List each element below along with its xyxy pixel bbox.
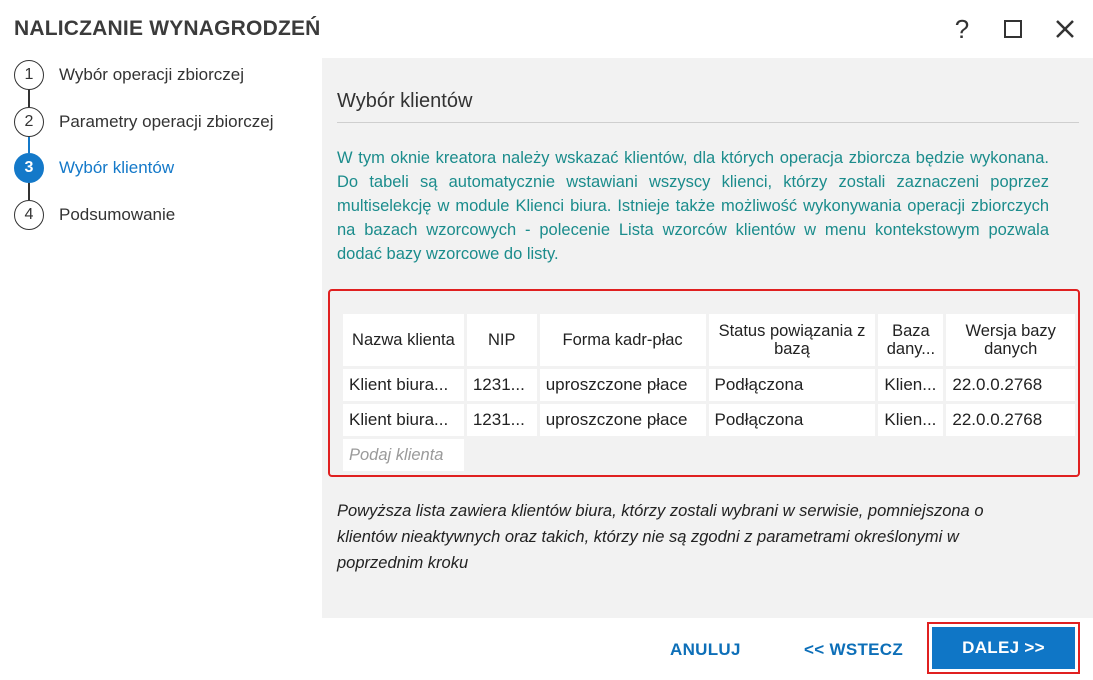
maximize-icon	[1004, 20, 1022, 38]
close-icon	[1055, 19, 1075, 39]
step-number: 2	[14, 107, 44, 137]
info-text: W tym oknie kreatora należy wskazać klientów, dla których operacja zbiorcza będzie wykonana. Do tabeli są automatycznie wstawiani wszyscy klienci, którzy zostali zaznaczeni poprzez multiselekcję w module Klienci biura. Istnieje także możliwość wykonywania operacji zbiorczych na bazach wzorcowych - polecenie Lista wzorców klientów w menu kontekstowym pozwala dodać bazy wzorcowe do listy.	[337, 149, 1049, 263]
cell-forma-kadr-plac[interactable]: uproszczone płace	[540, 404, 706, 436]
step-label: Parametry operacji zbiorczej	[59, 112, 274, 131]
cell-wersja-bazy[interactable]: 22.0.0.2768	[946, 404, 1075, 436]
step-2[interactable]	[14, 107, 273, 137]
table-row[interactable]	[343, 369, 1075, 401]
back-button[interactable]: << WSTECZ	[804, 640, 904, 659]
next-button-highlight	[927, 622, 1080, 674]
maximize-button[interactable]	[996, 12, 1030, 46]
step-number: 3	[14, 153, 44, 183]
window-title: NALICZANIE WYNAGRODZEŃ	[14, 17, 321, 40]
add-client-input[interactable]: Podaj klienta	[343, 439, 464, 471]
cell-status[interactable]: Podłączona	[709, 404, 876, 436]
step-1[interactable]	[14, 60, 244, 90]
cell-baza-danych[interactable]: Klien...	[878, 369, 943, 401]
step-number: 4	[14, 200, 44, 230]
column-header-nazwa-klienta[interactable]: Nazwa klienta	[343, 314, 464, 366]
step-connector	[28, 135, 30, 153]
next-button[interactable]: DALEJ >>	[932, 627, 1075, 669]
column-header-nip[interactable]: NIP	[467, 314, 537, 366]
note-text: Powyższa lista zawiera klientów biura, którzy zostali wybrani w serwisie, pomniejszona o klientów nieaktywnych oraz takich, którzy nie są zgodni z parametrami określonymi w poprzednim kroku	[337, 502, 984, 572]
wizard-steps	[0, 58, 322, 680]
cancel-button[interactable]: ANULUJ	[670, 640, 741, 659]
main-content	[322, 58, 1093, 618]
step-connector	[28, 88, 30, 107]
section-divider	[337, 122, 1079, 123]
column-header-wersja-bazy[interactable]: Wersja bazy danych	[946, 314, 1075, 366]
step-label: Wybór klientów	[59, 158, 175, 177]
cell-status[interactable]: Podłączona	[709, 369, 876, 401]
section-title: Wybór klientów	[337, 90, 473, 112]
column-header-status[interactable]: Status powiązania z bazą	[709, 314, 876, 366]
clients-table-container	[328, 289, 1080, 477]
clients-table	[340, 311, 1078, 474]
step-3[interactable]	[14, 153, 174, 183]
step-label: Podsumowanie	[59, 205, 176, 224]
close-button[interactable]	[1048, 12, 1082, 46]
column-header-forma-kadr-plac[interactable]: Forma kadr-płac	[540, 314, 706, 366]
cell-nip[interactable]: 1231...	[467, 369, 537, 401]
cell-baza-danych[interactable]: Klien...	[878, 404, 943, 436]
column-header-baza-danych[interactable]: Baza dany...	[878, 314, 943, 366]
cell-nazwa-klienta[interactable]: Klient biura...	[343, 369, 464, 401]
footer-bar	[322, 618, 1093, 680]
step-4[interactable]	[14, 200, 175, 230]
cell-forma-kadr-plac[interactable]: uproszczone płace	[540, 369, 706, 401]
table-header-row	[343, 314, 1075, 366]
cell-nazwa-klienta[interactable]: Klient biura...	[343, 404, 464, 436]
cell-wersja-bazy[interactable]: 22.0.0.2768	[946, 369, 1075, 401]
step-label: Wybór operacji zbiorczej	[59, 65, 245, 84]
help-icon: ?	[954, 13, 970, 44]
table-row[interactable]	[343, 404, 1075, 436]
add-client-row	[343, 439, 1075, 471]
step-number: 1	[14, 60, 44, 90]
step-connector	[28, 182, 30, 200]
title-bar	[0, 0, 1093, 58]
cell-nip[interactable]: 1231...	[467, 404, 537, 436]
help-button[interactable]	[945, 12, 979, 46]
